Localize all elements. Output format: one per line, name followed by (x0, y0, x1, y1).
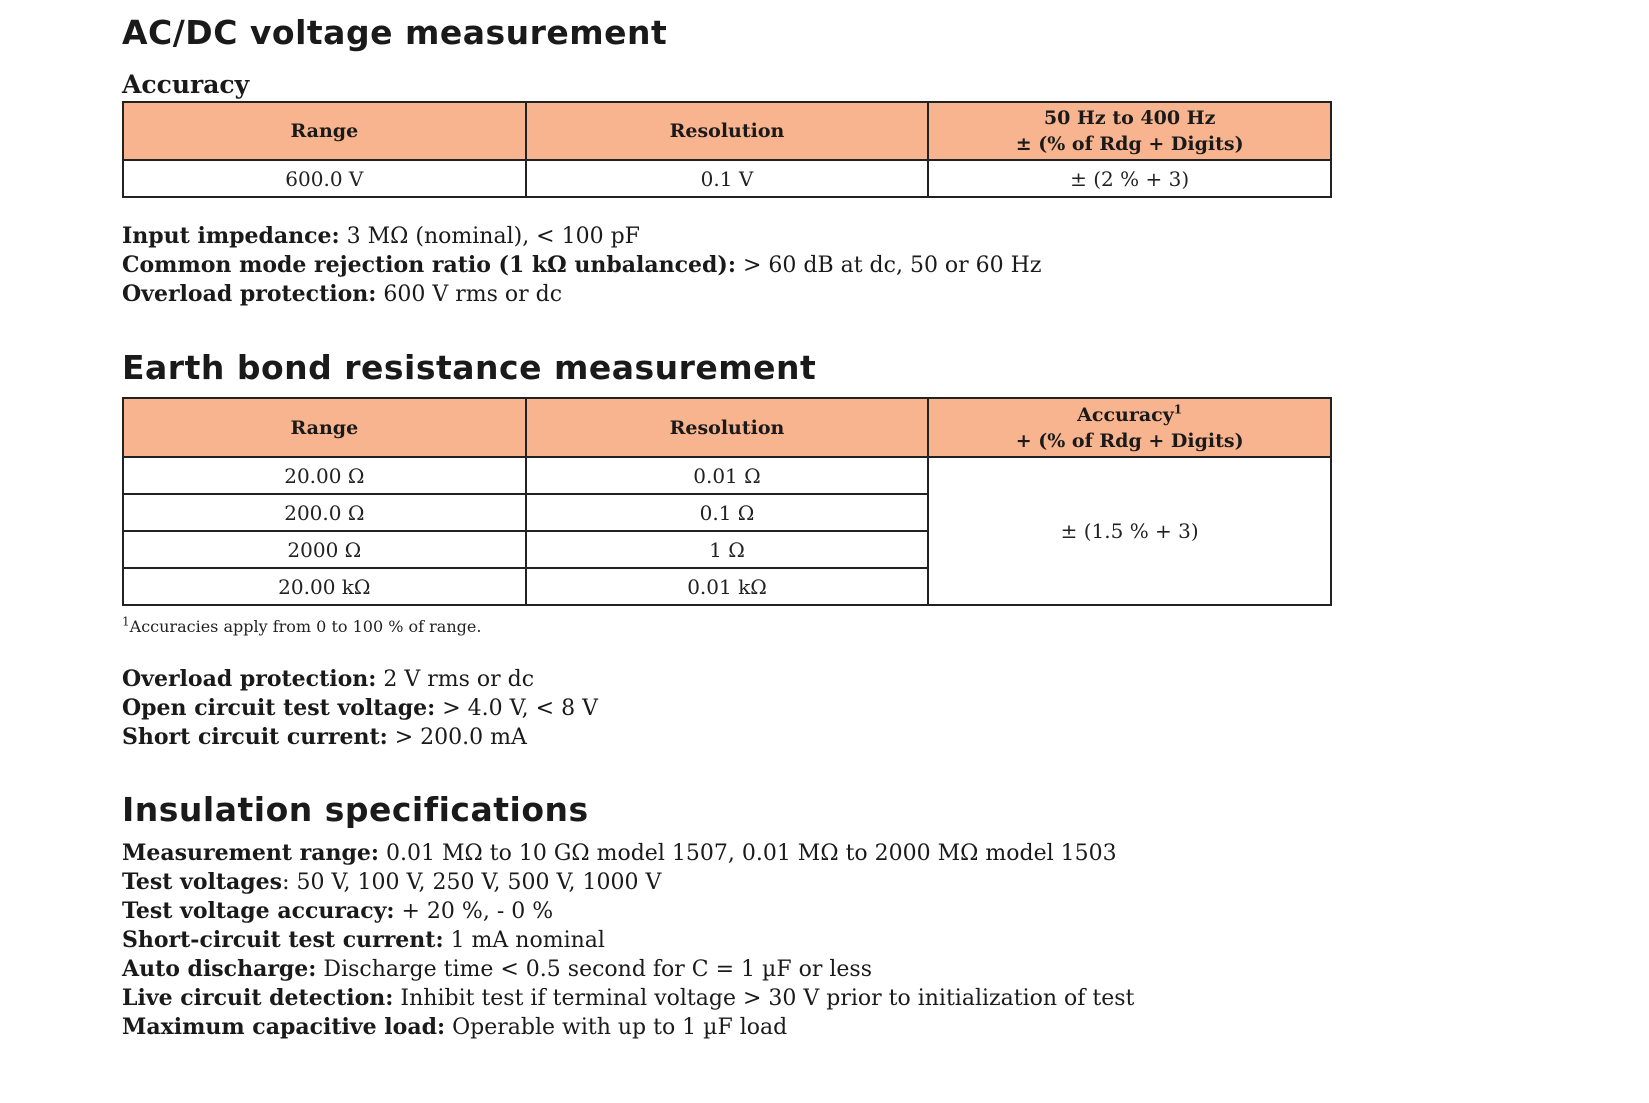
earth-bond-footnote (122, 614, 482, 636)
table-row (123, 160, 1331, 197)
header-range: Range (123, 102, 526, 160)
cell-range: 600.0 V (123, 160, 526, 197)
footnote-marker: 1 (1173, 402, 1183, 417)
spec-short-circuit-test-current: Short-circuit test current: 1 mA nominal (122, 927, 605, 953)
table-header-row (123, 398, 1331, 457)
spec-open-circuit-voltage: Open circuit test voltage: > 4.0 V, < 8 V (122, 695, 598, 721)
insulation-title: Insulation specifications (122, 790, 589, 829)
earth-bond-spec-list (122, 665, 598, 752)
cell-range: 20.00 Ω (123, 457, 526, 494)
spec-overload-protection: Overload protection: 2 V rms or dc (122, 666, 535, 692)
accuracy-heading: Accuracy (122, 70, 250, 99)
earth-bond-table (122, 397, 1332, 606)
cell-accuracy: ± (2 % + 3) (928, 160, 1331, 197)
header-accuracy-line1: Accuracy$^1$ (1077, 402, 1183, 426)
spec-short-circuit-current: Short circuit current: > 200.0 mA (122, 724, 527, 750)
spec-live-circuit-detection: Live circuit detection: Inhibit test if terminal voltage > 30 V prior to initialization of test (122, 985, 1135, 1011)
spec-test-voltages: Test voltages: 50 V, 100 V, 250 V, 500 V, 1000 V (122, 869, 662, 895)
spec-max-capacitive-load: Maximum capacitive load: Operable with up to 1 µF load (122, 1014, 788, 1040)
spec-auto-discharge: Auto discharge: Discharge time < 0.5 second for C = 1 µF or less (122, 956, 872, 982)
cell-range: 2000 Ω (123, 531, 526, 568)
cell-resolution: 0.1 Ω (526, 494, 929, 531)
footnote-mark: 1 (122, 614, 130, 629)
ac-dc-title: AC/DC voltage measurement (122, 13, 668, 52)
header-accuracy-line2: + (% of Rdg + Digits) (1015, 429, 1244, 452)
header-range: Range (123, 398, 526, 457)
footnote-text: Accuracies apply from 0 to 100 % of range. (129, 617, 482, 636)
cell-resolution: 0.01 Ω (526, 457, 929, 494)
earth-bond-title: Earth bond resistance measurement (122, 348, 817, 387)
table-row (123, 457, 1331, 494)
cell-accuracy-merged: ± (1.5 % + 3) (928, 457, 1331, 605)
spec-measurement-range: Measurement range: 0.01 MΩ to 10 GΩ model 1507, 0.01 MΩ to 2000 MΩ model 1503 (122, 840, 1117, 866)
header-resolution: Resolution (526, 102, 929, 160)
spec-test-voltage-accuracy: Test voltage accuracy: + 20 %, - 0 % (122, 898, 554, 924)
cell-resolution: 0.01 kΩ (526, 568, 929, 605)
spec-overload-protection: Overload protection: 600 V rms or dc (122, 281, 563, 307)
ac-dc-accuracy-table (122, 101, 1332, 198)
header-resolution: Resolution (526, 398, 929, 457)
header-accuracy (928, 102, 1331, 160)
cell-range: 200.0 Ω (123, 494, 526, 531)
table-header-row (123, 102, 1331, 160)
cell-resolution: 0.1 V (526, 160, 929, 197)
cell-range: 20.00 kΩ (123, 568, 526, 605)
spec-input-impedance: Input impedance: 3 MΩ (nominal), < 100 pF (122, 223, 640, 249)
header-accuracy-line1: 50 Hz to 400 Hz (1043, 107, 1216, 129)
ac-dc-spec-list (122, 222, 1041, 309)
header-accuracy-line2: ± (% of Rdg + Digits) (1015, 133, 1244, 155)
cell-resolution: 1 Ω (526, 531, 929, 568)
spec-cmrr: Common mode rejection ratio (1 kΩ unbalanced): > 60 dB at dc, 50 or 60 Hz (122, 252, 1042, 278)
header-accuracy (928, 398, 1331, 457)
insulation-spec-list (122, 839, 1134, 1042)
